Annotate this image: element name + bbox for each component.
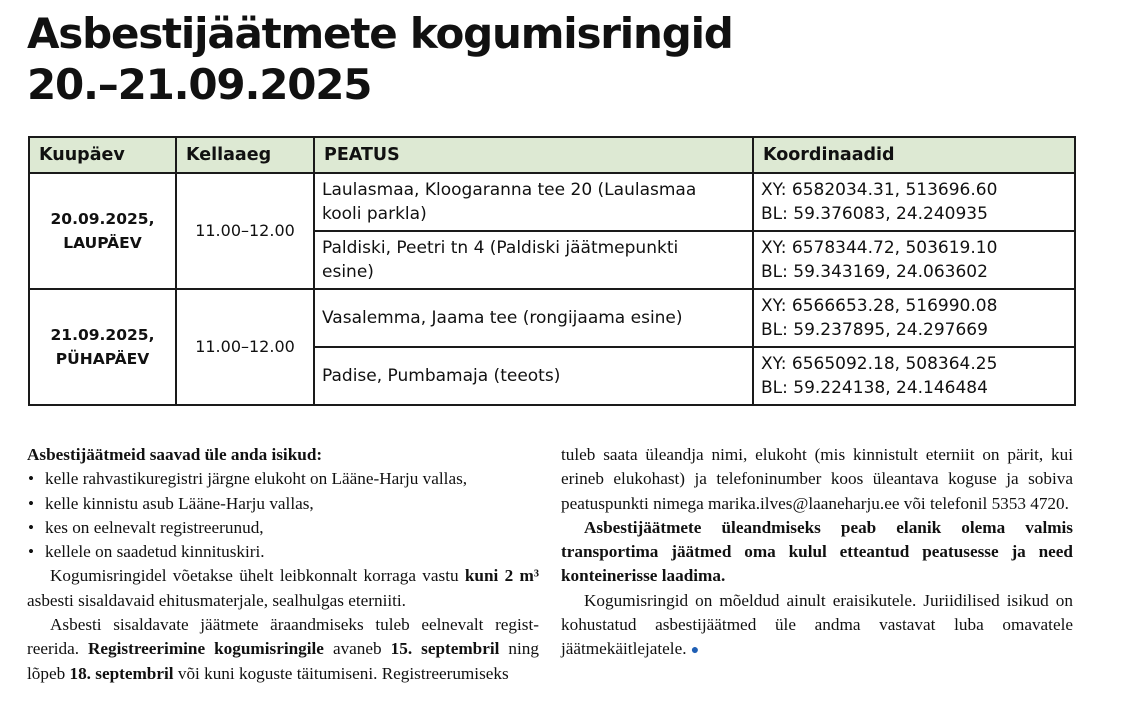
weekday-text: PÜHAPÄEV bbox=[55, 350, 150, 368]
stop-cell bbox=[314, 173, 753, 231]
article-column-right bbox=[561, 443, 1073, 664]
stop-cell bbox=[314, 289, 753, 347]
list-item: • kelle rahvastikuregistri järgne elukoht on Lääne-Harju vallas, bbox=[27, 467, 539, 491]
bl-coordinates: BL: 59.376083, 24.240935 bbox=[761, 204, 988, 224]
stop-text: Padise, Pumbamaja (teeots) bbox=[322, 366, 561, 386]
eligibility-list bbox=[27, 467, 539, 564]
weekday-text: LAUPÄEV bbox=[63, 234, 142, 252]
header-stop: PEATUS bbox=[314, 137, 753, 173]
list-item: • kellele on saadetud kinnituskiri. bbox=[27, 540, 539, 564]
page-title bbox=[27, 8, 1107, 110]
title-line-1: Asbestijäätmete kogumisringid bbox=[27, 9, 733, 58]
bl-coordinates: BL: 59.237895, 24.297669 bbox=[761, 320, 988, 340]
coordinates-cell bbox=[753, 173, 1075, 231]
eligibility-heading: Asbestijäätmeid saavad üle anda isikud: bbox=[27, 445, 323, 464]
date-cell bbox=[29, 289, 176, 405]
list-item: • kelle kinnistu asub Lääne-Harju vallas, bbox=[27, 492, 539, 516]
header-time: Kellaaeg bbox=[176, 137, 314, 173]
date-text: 21.09.2025, bbox=[50, 326, 155, 344]
schedule-table bbox=[28, 136, 1076, 406]
time-cell: 11.00–12.00 bbox=[176, 173, 314, 289]
table-row bbox=[29, 173, 1075, 231]
date-text: 20.09.2025, bbox=[50, 210, 155, 228]
bl-coordinates: BL: 59.343169, 24.063602 bbox=[761, 262, 988, 282]
list-item: • kes on eelnevalt registreerunud, bbox=[27, 516, 539, 540]
coordinates-cell bbox=[753, 289, 1075, 347]
paragraph-private-only: Kogumisringid on mõeldud ainult eraisikutele. Juriidilised isikud on kohustatud asbestijäätmed üle andma vastavat luba omavatele jäätmekäitlejatele. ● bbox=[561, 590, 1073, 659]
stop-text: Vasalemma, Jaama tee (rongijaama esine) bbox=[322, 308, 683, 328]
coordinates-cell bbox=[753, 347, 1075, 405]
table-row bbox=[29, 289, 1075, 347]
table-header-row bbox=[29, 137, 1075, 173]
paragraph-registration: Asbesti sisaldavate jäätmete äraandmiseks tuleb eelnevalt registreerida. Registreerimine kogumisringile avaneb 15. septembril ning lõpeb 18. septembril või kuni koguste täitumiseni. Registreerumiseks bbox=[27, 615, 539, 683]
xy-coordinates: XY: 6565092.18, 508364.25 bbox=[761, 354, 998, 374]
stop-text-cont: kooli parkla) bbox=[322, 204, 427, 224]
article-column-left bbox=[27, 443, 539, 686]
paragraph-quantity: Kogumisringidel võetakse ühelt leibkonnalt korraga vastu kuni 2 m³ asbesti sisaldavaid ehitusmaterjale, sealhulgas eterniiti. bbox=[27, 566, 539, 610]
stop-cell bbox=[314, 347, 753, 405]
registration-continued: või kuni koguste täitumiseni. Registreerumiseks bbox=[173, 663, 509, 683]
stop-text: Paldiski, Peetri tn 4 (Paldiski jäätmepunkti bbox=[322, 238, 679, 258]
stop-text-cont: esine) bbox=[322, 262, 374, 282]
time-cell: 11.00–12.00 bbox=[176, 289, 314, 405]
end-mark-icon: ● bbox=[690, 643, 700, 659]
paragraph-transport: Asbestijäätmete üleandmiseks peab elanik olema valmis transportima jäätmed oma kulul etteantud peatusesse ja need konteinerisse laadima. bbox=[561, 517, 1073, 586]
paragraph-registration-continued: tuleb saata üleandja nimi, elukoht (mis kinnistult eterniit on pärit, kui erineb elukohast) ja telefoninumber koos üleantava koguse ja sobiva peatuspunkti nimega marika.ilves@laaneharju.ee või telefonil 5353 4720. bbox=[561, 445, 1073, 513]
stop-text: Laulasmaa, Kloogaranna tee 20 (Laulasmaa bbox=[322, 180, 697, 200]
header-coordinates: Koordinaadid bbox=[753, 137, 1075, 173]
xy-coordinates: XY: 6578344.72, 503619.10 bbox=[761, 238, 998, 258]
xy-coordinates: XY: 6566653.28, 516990.08 bbox=[761, 296, 998, 316]
xy-coordinates: XY: 6582034.31, 513696.60 bbox=[761, 180, 998, 200]
coordinates-cell bbox=[753, 231, 1075, 289]
stop-cell bbox=[314, 231, 753, 289]
bl-coordinates: BL: 59.224138, 24.146484 bbox=[761, 378, 988, 398]
title-line-2: 20.–21.09.2025 bbox=[27, 60, 372, 109]
date-cell bbox=[29, 173, 176, 289]
header-date: Kuupäev bbox=[29, 137, 176, 173]
